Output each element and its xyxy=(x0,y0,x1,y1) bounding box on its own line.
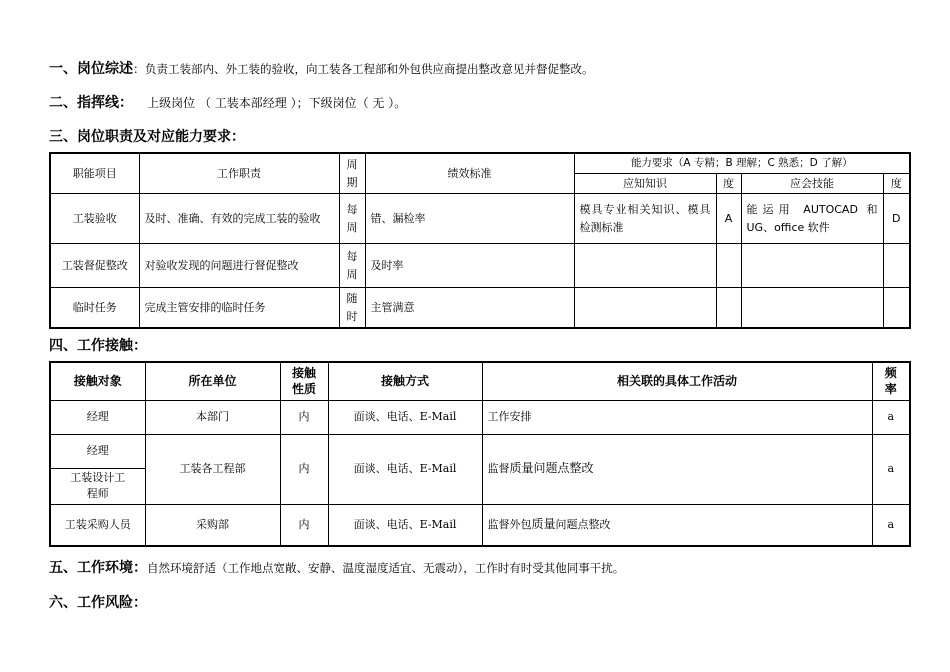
activity-emphasis: 质量 xyxy=(531,517,556,532)
cell-degree: D xyxy=(883,194,910,244)
cell-activity xyxy=(482,434,872,504)
cell-duty: 对验收发现的问题进行督促整改 xyxy=(139,244,339,288)
cell-object: 工装采购人员 xyxy=(50,504,145,546)
section-heading: 六、工作风险： xyxy=(49,595,147,611)
cell-activity xyxy=(482,504,872,546)
cell-duty: 及时、准确、有效的完成工装的验收 xyxy=(139,194,339,244)
cell-frequency: a xyxy=(872,504,910,546)
section-heading: 三、岗位职责及对应能力要求： xyxy=(49,129,245,145)
duty-row xyxy=(50,288,910,329)
section-duties xyxy=(49,126,245,146)
cell-cycle: 每周 xyxy=(339,194,365,244)
cell-method: 面谈、电话、E-Mail xyxy=(328,434,482,504)
cell-standard: 及时率 xyxy=(365,244,574,288)
header-nature: 接触性质 xyxy=(280,362,328,400)
activity-prefix: 监督外包 xyxy=(487,518,532,532)
cell-knowledge: 模具专业相关知识、模具检测标准 xyxy=(574,194,716,244)
cell-item: 工装督促整改 xyxy=(50,244,139,288)
cell-frequency: a xyxy=(872,400,910,434)
section-heading: 二、指挥线： xyxy=(49,95,133,111)
contact-row xyxy=(50,400,910,434)
cell-degree xyxy=(883,244,910,288)
cell-standard: 主管满意 xyxy=(365,288,574,329)
header-duty: 工作职责 xyxy=(139,153,339,194)
section-risks xyxy=(49,592,147,612)
cell-frequency: a xyxy=(872,434,910,504)
cell-unit: 工装各工程部 xyxy=(145,434,280,504)
header-degree: 度 xyxy=(883,174,910,194)
cell-object: 经理 xyxy=(50,400,145,434)
header-activity: 相关联的具体工作活动 xyxy=(482,362,872,400)
contact-header-row xyxy=(50,362,910,400)
contact-row xyxy=(50,434,910,468)
header-ability: 能力要求（A 专精；B 理解；C 熟悉；D 了解） xyxy=(574,153,910,174)
header-object: 接触对象 xyxy=(50,362,145,400)
cell-knowledge xyxy=(574,288,716,329)
activity-prefix: 监督 xyxy=(487,462,510,476)
cell-degree xyxy=(716,288,741,329)
cell-method: 面谈、电话、E-Mail xyxy=(328,400,482,434)
header-frequency: 频率 xyxy=(872,362,910,400)
cell-nature: 内 xyxy=(280,434,328,504)
section-environment xyxy=(49,557,624,577)
contact-row xyxy=(50,504,910,546)
cell-skill xyxy=(741,244,883,288)
cell-object: 经理 xyxy=(50,434,145,468)
duty-table xyxy=(49,152,911,329)
cell-skill: 能运用 AUTOCAD 和 UG、office 软件 xyxy=(741,194,883,244)
cell-activity: 工作安排 xyxy=(482,400,872,434)
section-heading: 四、工作接触： xyxy=(49,338,147,354)
activity-emphasis: 质量问题点整改 xyxy=(509,461,594,476)
cell-cycle: 随时 xyxy=(339,288,365,329)
heading-colon: ： xyxy=(133,62,146,76)
cell-degree xyxy=(883,288,910,329)
section-heading: 一、岗位综述 xyxy=(49,61,133,77)
duty-row xyxy=(50,194,910,244)
cell-unit: 本部门 xyxy=(145,400,280,434)
section-command-line xyxy=(49,92,406,112)
cell-nature: 内 xyxy=(280,400,328,434)
cell-item: 临时任务 xyxy=(50,288,139,329)
duty-row xyxy=(50,244,910,288)
contact-table xyxy=(49,361,911,547)
cell-unit: 采购部 xyxy=(145,504,280,546)
section-heading: 五、工作环境： xyxy=(49,560,147,576)
header-unit: 所在单位 xyxy=(145,362,280,400)
header-cycle: 周期 xyxy=(339,153,365,194)
section-overview xyxy=(49,58,594,78)
cell-nature: 内 xyxy=(280,504,328,546)
cell-standard: 错、漏检率 xyxy=(365,194,574,244)
section-text: 自然环境舒适（工作地点宽敞、安静、温度湿度适宜、无震动），工作时有时受其他同事干扰。 xyxy=(147,561,625,575)
cell-degree: A xyxy=(716,194,741,244)
cell-cycle: 每周 xyxy=(339,244,365,288)
header-knowledge: 应知知识 xyxy=(574,174,716,194)
section-text: 上级岗位 （ 工装本部经理 ）；下级岗位（ 无 ）。 xyxy=(147,96,407,110)
cell-object: 工装设计工程师 xyxy=(50,468,145,504)
duty-header-row xyxy=(50,153,910,174)
cell-method: 面谈、电话、E-Mail xyxy=(328,504,482,546)
cell-degree xyxy=(716,244,741,288)
header-skill: 应会技能 xyxy=(741,174,883,194)
activity-suffix: 问题点整改 xyxy=(555,518,611,532)
cell-skill xyxy=(741,288,883,329)
cell-item: 工装验收 xyxy=(50,194,139,244)
cell-knowledge xyxy=(574,244,716,288)
header-standard: 绩效标准 xyxy=(365,153,574,194)
header-method: 接触方式 xyxy=(328,362,482,400)
cell-duty: 完成主管安排的临时任务 xyxy=(139,288,339,329)
header-degree: 度 xyxy=(716,174,741,194)
header-item: 职能项目 xyxy=(50,153,139,194)
section-text: 负责工装部内、外工装的验收，向工装各工程部和外包供应商提出整改意见并督促整改。 xyxy=(145,62,594,76)
section-contacts xyxy=(49,335,147,355)
